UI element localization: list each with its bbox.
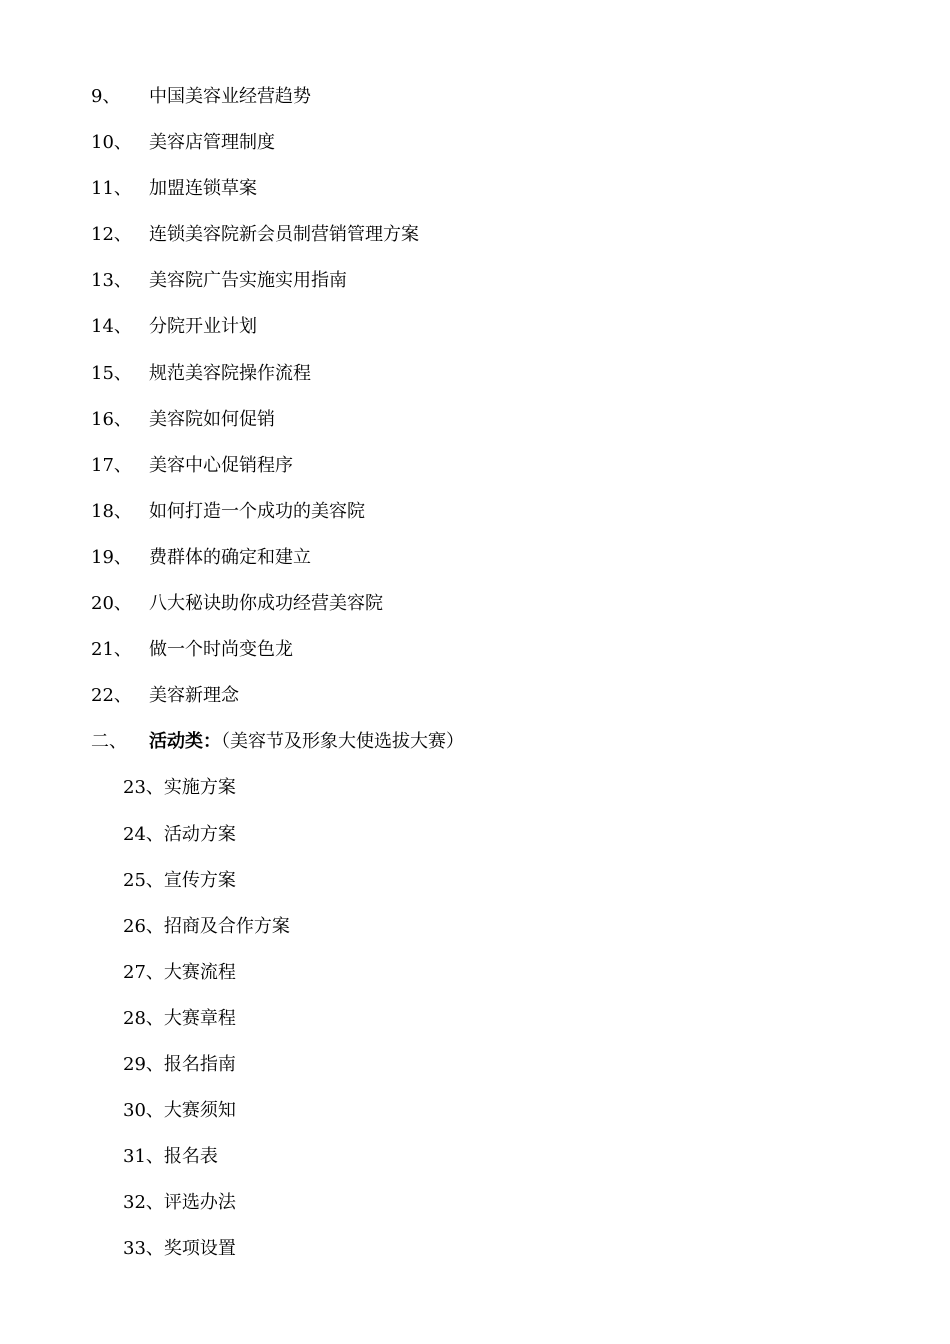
item-text: 规范美容院操作流程 [149, 362, 311, 384]
item-text: 招商及合作方案 [163, 915, 290, 937]
item-number: 20、 [91, 593, 132, 615]
item-number: 29、 [123, 1053, 164, 1075]
section-heading [91, 729, 891, 775]
item-text: 中国美容业经营趋势 [149, 86, 311, 107]
item-number: 32、 [123, 1192, 164, 1214]
item-number: 31、 [123, 1146, 164, 1168]
list-item [91, 1098, 891, 1144]
list-item [91, 499, 891, 545]
item-number: 27、 [123, 961, 164, 983]
item-text: 分院开业计划 [149, 316, 257, 338]
item-number: 17、 [91, 454, 132, 476]
item-number: 10、 [91, 132, 132, 154]
item-text: 活动方案 [163, 823, 236, 845]
list-item [91, 176, 891, 222]
item-number: 19、 [91, 546, 132, 568]
section-title: 活动类： [149, 731, 221, 753]
item-text: 美容院如何促销 [149, 408, 275, 430]
list-item [91, 361, 891, 407]
list-item [91, 407, 891, 453]
list-item [91, 683, 891, 729]
item-text: 美容新理念 [149, 685, 239, 707]
item-number: 30、 [123, 1100, 164, 1122]
item-text: 美容院广告实施实用指南 [149, 270, 347, 292]
item-text: 加盟连锁草案 [149, 178, 257, 200]
item-number: 25、 [123, 869, 164, 891]
item-text: 费群体的确定和建立 [149, 546, 311, 568]
list-item [91, 222, 891, 268]
item-text: 实施方案 [163, 777, 236, 799]
list-item [91, 130, 891, 176]
section-note: （美容节及形象大使选拔大赛） [221, 731, 464, 753]
list-item [91, 914, 891, 960]
list-item [91, 1190, 891, 1236]
list-item [91, 1236, 891, 1282]
item-number: 24、 [123, 823, 164, 845]
item-text: 报名指南 [163, 1053, 236, 1075]
list-item [91, 1052, 891, 1098]
item-number: 18、 [91, 500, 132, 522]
item-number: 33、 [123, 1238, 164, 1260]
list-item [91, 868, 891, 914]
item-text: 大赛须知 [163, 1100, 236, 1122]
item-number: 9、 [91, 86, 121, 107]
item-text: 连锁美容院新会员制营销管理方案 [149, 224, 419, 246]
item-text: 大赛流程 [163, 961, 236, 983]
list-item [91, 314, 891, 360]
item-text: 美容店管理制度 [149, 132, 275, 154]
item-text: 宣传方案 [163, 869, 236, 891]
list-item [91, 591, 891, 637]
outline-list [91, 84, 891, 1282]
item-number: 15、 [91, 362, 132, 384]
list-item [91, 545, 891, 591]
item-text: 如何打造一个成功的美容院 [149, 500, 365, 522]
item-text: 奖项设置 [163, 1238, 236, 1260]
list-item [91, 775, 891, 821]
list-item [91, 1144, 891, 1190]
item-text: 大赛章程 [163, 1007, 236, 1029]
list-item [91, 84, 891, 130]
list-item [91, 637, 891, 683]
list-item [91, 822, 891, 868]
item-number: 14、 [91, 316, 132, 338]
item-number: 11、 [91, 178, 132, 200]
item-text: 做一个时尚变色龙 [149, 639, 293, 661]
section-number: 二、 [91, 731, 127, 753]
item-number: 12、 [91, 224, 132, 246]
item-number: 21、 [91, 639, 132, 661]
item-number: 13、 [91, 270, 132, 292]
item-text: 美容中心促销程序 [149, 454, 293, 476]
list-item [91, 268, 891, 314]
item-text: 报名表 [163, 1146, 218, 1168]
list-item [91, 960, 891, 1006]
item-number: 22、 [91, 685, 132, 707]
item-number: 16、 [91, 408, 132, 430]
list-item [91, 453, 891, 499]
list-item [91, 1006, 891, 1052]
item-number: 28、 [123, 1007, 164, 1029]
item-text: 八大秘诀助你成功经营美容院 [149, 593, 383, 615]
item-number: 26、 [123, 915, 164, 937]
item-text: 评选办法 [163, 1192, 236, 1214]
item-number: 23、 [123, 777, 164, 799]
